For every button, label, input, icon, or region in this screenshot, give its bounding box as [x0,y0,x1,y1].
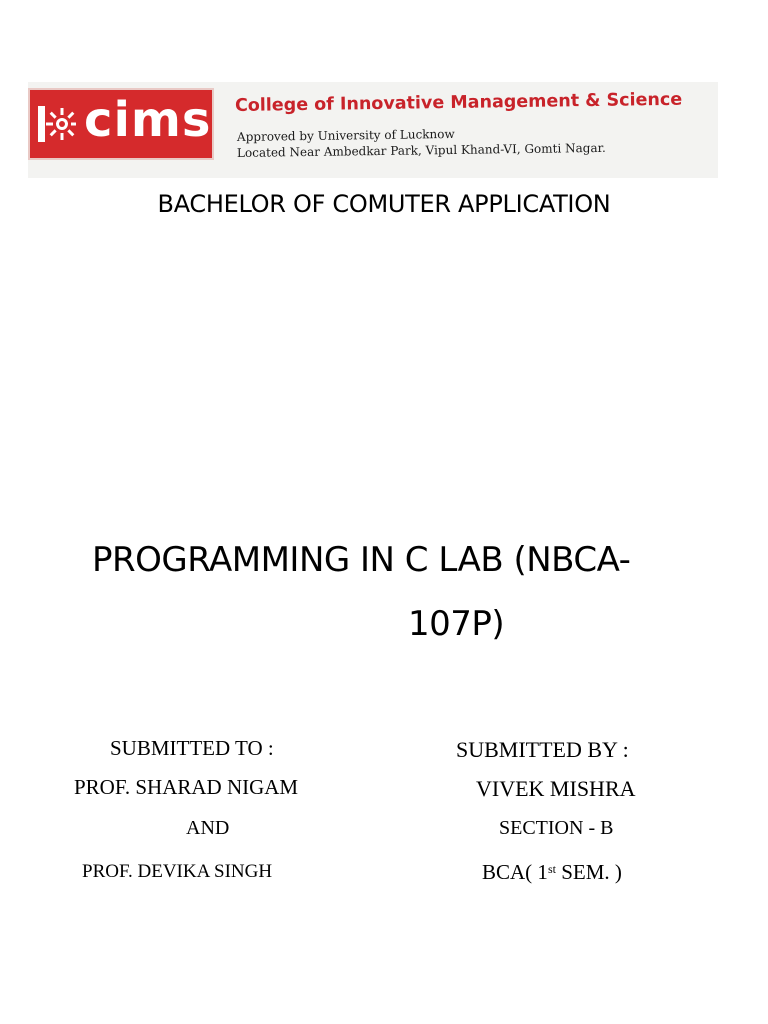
student-name: VIVEK MISHRA [476,776,636,801]
semester-suffix: SEM. ) [555,860,622,884]
submitted-to-second-professor: PROF. DEVIKA SINGH [82,861,273,882]
semester-prefix: BCA( 1 [482,860,548,884]
submitted-to-label: SUBMITTED TO : [110,736,274,760]
submitted-to-first-professor: PROF. SHARAD NIGAM [74,775,299,799]
cims-logo [28,88,214,160]
submitted-by-label: SUBMITTED BY : [456,737,629,762]
semester-superscript: st [547,862,556,876]
college-name: College of Innovative Management & Science [234,89,683,116]
program-name: BACHELOR OF COMUTER APPLICATION [157,190,611,218]
sunburst-logo-icon [36,102,76,146]
student-semester [482,860,622,885]
submitted-to-connector: AND [186,817,230,839]
lab-title-line1: PROGRAMMING IN C LAB (NBCA- [92,540,631,580]
lab-title-line2: 107P) [408,604,505,644]
approval-line: Approved by University of Lucknow [236,126,455,144]
student-section: SECTION - B [499,817,614,839]
location-line: Located Near Ambedkar Park, Vipul Khand-VI, Gomti Nagar. [236,140,606,160]
logo-text: cims [84,92,212,148]
